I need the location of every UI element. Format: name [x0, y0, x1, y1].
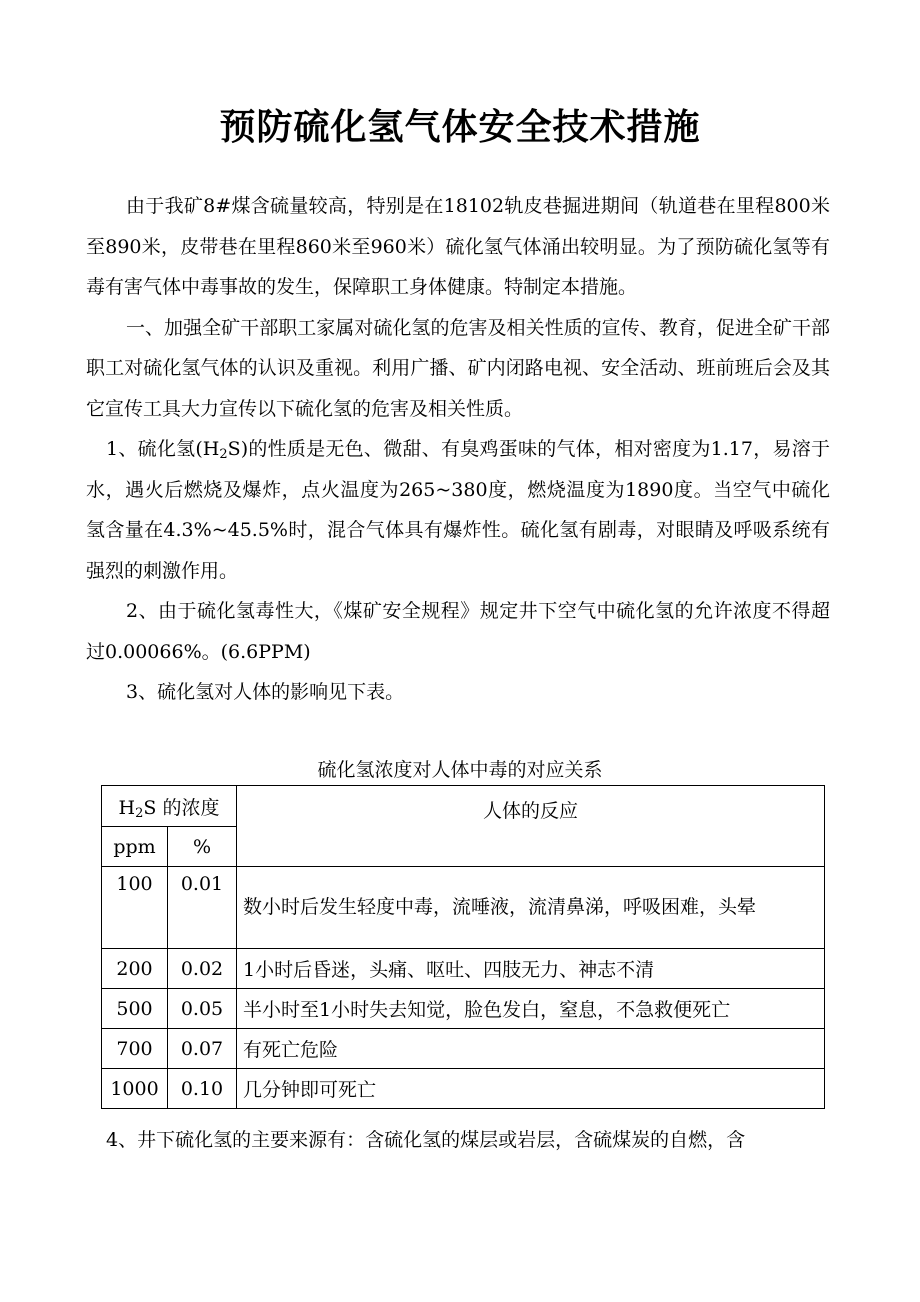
table-row [102, 1029, 825, 1069]
paragraph-intro: 由于我矿8#煤含硫量较高，特别是在18102轨皮巷掘进期间（轨道巷在里程800米至890米，皮带巷在里程860米至960米）硫化氢气体涌出较明显。为了预防硫化氢等有毒有害气体中毒事故的发生，保障职工身体健康。特制定本措施。 [86, 195, 830, 298]
h2s-concentration-table [101, 785, 825, 1109]
cell-percent: 0.10 [168, 1069, 237, 1109]
item-1-subscript: 2 [219, 447, 228, 462]
cell-response: 有死亡危险 [237, 1029, 825, 1069]
header-concentration: $H_2S$ 的浓度 [102, 786, 237, 827]
table-row [102, 867, 825, 949]
cell-percent: 0.05 [168, 989, 237, 1029]
paragraph-item-4: 4、井下硫化氢的主要来源有：含硫化氢的煤层或岩层，含硫煤炭的自燃，含 [106, 1129, 746, 1151]
cell-percent: 0.01 [168, 867, 237, 949]
paragraph-item-3: 3、硫化氢对人体的影响见下表。 [126, 681, 405, 703]
cell-response: 数小时后发生轻度中毒，流唾液，流清鼻涕，呼吸困难，头晕 [237, 867, 825, 949]
paragraph-item-1 [86, 429, 830, 591]
page-title: 预防硫化氢气体安全技术措施 [219, 107, 701, 148]
cell-ppm: 1000 [102, 1069, 168, 1109]
paragraph-item-2: 2、由于硫化氢毒性大，《煤矿安全规程》规定井下空气中硫化氢的允许浓度不得超过0.00066%。(6.6PPM) [86, 600, 830, 663]
table-row [102, 949, 825, 989]
cell-ppm: 100 [102, 867, 168, 949]
document-body [86, 186, 830, 713]
item-1-prefix: 1、硫化氢(H [106, 438, 220, 460]
cell-percent: 0.07 [168, 1029, 237, 1069]
item-1-rest: S)的性质是无色、微甜、有臭鸡蛋味的气体，相对密度为1.17，易溶于水，遇火后燃烧及爆炸，点火温度为265~380度，燃烧温度为1890度。当空气中硫化氢含量在4.3%~45.5%时，混合气体具有爆炸性。硫化氢有剧毒，对眼睛及呼吸系统有强烈的刺激作用。 [86, 438, 830, 582]
header-ppm: ppm [102, 827, 168, 867]
cell-ppm: 500 [102, 989, 168, 1029]
table-row [102, 989, 825, 1029]
cell-ppm: 200 [102, 949, 168, 989]
paragraph-section-1: 一、加强全矿干部职工家属对硫化氢的危害及相关性质的宣传、教育，促进全矿干部职工对硫化氢气体的认识及重视。利用广播、矿内闭路电视、安全活动、班前班后会及其它宣传工具大力宣传以下硫化氢的危害及相关性质。 [86, 316, 830, 420]
cell-response: 半小时至1小时失去知觉，脸色发白，窒息，不急救便死亡 [237, 989, 825, 1029]
cell-response: 几分钟即可死亡 [237, 1069, 825, 1109]
header-percent: % [168, 827, 237, 867]
cell-ppm: 700 [102, 1029, 168, 1069]
header-response: 人体的反应 [237, 786, 825, 867]
cell-response: 1小时后昏迷，头痛、呕吐、四肢无力、神志不清 [237, 949, 825, 989]
cell-percent: 0.02 [168, 949, 237, 989]
table-row [102, 1069, 825, 1109]
table-caption: 硫化氢浓度对人体中毒的对应关系 [317, 759, 603, 781]
